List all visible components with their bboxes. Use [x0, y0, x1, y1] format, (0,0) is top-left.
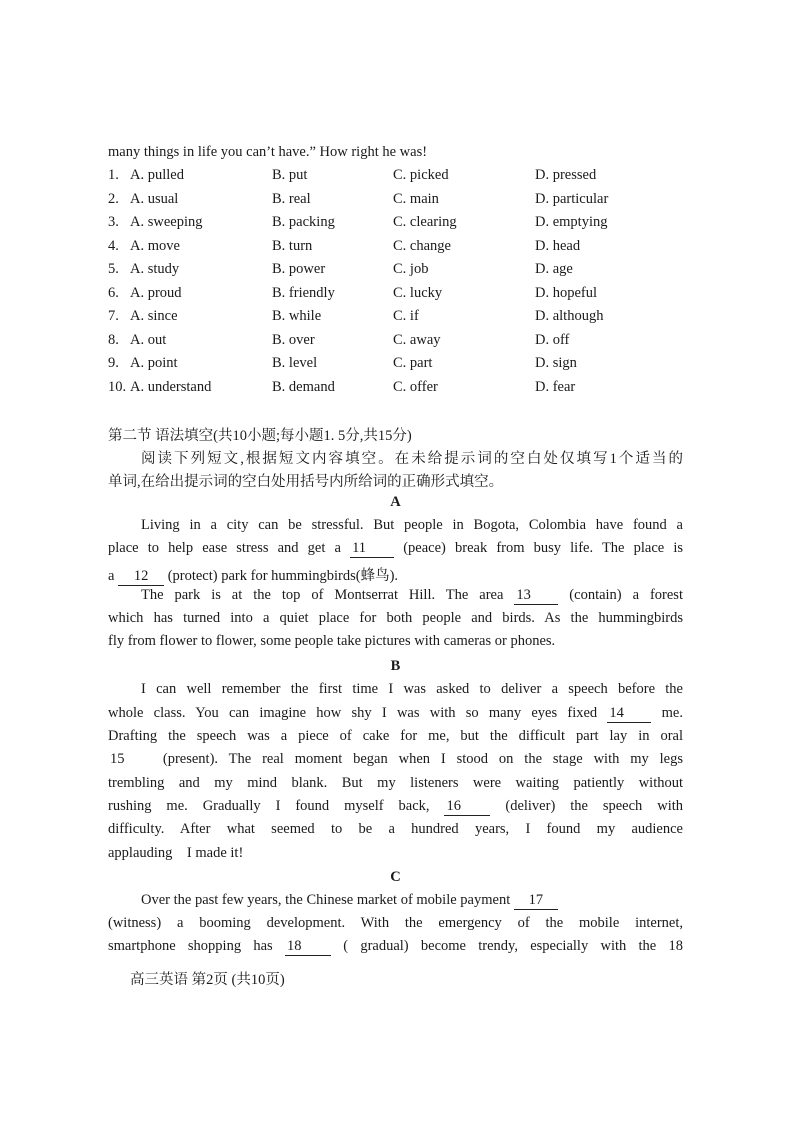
- option-d: D. off: [535, 331, 570, 348]
- passage-b-line: I can well remember the first time I was asked to deliver a speech before the: [141, 681, 683, 697]
- blank-16: 16: [444, 798, 490, 816]
- passage-b-line: applauding I made it!: [108, 845, 244, 861]
- option-b: B. real: [272, 190, 311, 207]
- passage-b-line: Drafting the speech was a piece of cake for me, but the difficult part lay in oral: [108, 728, 683, 744]
- passage-a-line: place to help ease stress and get a 11 (peace) break from busy life. The place is: [108, 540, 683, 556]
- option-row: [108, 332, 683, 352]
- passage-b-label: B: [390, 658, 401, 674]
- page-footer: 高三英语 第2页 (共10页): [130, 972, 285, 988]
- option-d: D. fear: [535, 378, 576, 395]
- option-row: [108, 379, 683, 399]
- section-heading: 第二节 语法填空(共10小题;每小题1. 5分,共15分): [108, 428, 412, 444]
- option-a: A. study: [130, 261, 180, 277]
- option-row: [108, 355, 683, 375]
- option-d: D. pressed: [535, 167, 597, 183]
- option-d: D. emptying: [535, 214, 608, 230]
- option-c: C. away: [393, 331, 441, 348]
- option-c: C. job: [393, 261, 429, 277]
- option-b: B. while: [272, 308, 322, 324]
- option-c: C. picked: [393, 167, 449, 183]
- passage-b-line: 15 (present). The real moment began when I stood on the stage with my legs: [110, 751, 683, 767]
- option-a: A. point: [130, 355, 178, 371]
- option-c: C. offer: [393, 378, 438, 395]
- option-c: C. if: [393, 308, 419, 324]
- option-a: A. since: [130, 308, 178, 324]
- option-c: C. clearing: [393, 214, 457, 230]
- option-d: D. age: [535, 261, 573, 277]
- option-a: A. pulled: [130, 167, 184, 183]
- option-a: A. move: [130, 237, 180, 254]
- option-b: B. demand: [272, 378, 335, 395]
- blank-15: 15: [110, 751, 125, 767]
- option-row: [108, 238, 683, 258]
- blank-18: 18: [285, 938, 331, 956]
- option-a: A. understand: [130, 378, 212, 395]
- passage-b-line: whole class. You can imagine how shy I was with so many eyes fixed 14 me.: [108, 705, 683, 721]
- question-number: 2.: [108, 190, 119, 207]
- passage-b-line: rushing me. Gradually I found myself back, 16 (deliver) the speech with: [108, 798, 684, 814]
- option-d: D. head: [535, 237, 581, 254]
- blank-12: 12: [118, 568, 164, 586]
- blank-13: 13: [514, 587, 558, 605]
- blank-11: 11: [350, 540, 394, 558]
- instruction-line-1: 阅读下列短文,根据短文内容填空。在未给提示词的空白处仅填写1个适当的: [141, 451, 683, 467]
- passage-a-line: which has turned into a quiet place for both people and birds. As the hummingbirds: [108, 610, 683, 626]
- passage-a-line: Living in a city can be stressful. But people in Bogota, Colombia have found a: [141, 517, 683, 533]
- option-c: C. change: [393, 237, 451, 254]
- question-number: 8.: [108, 331, 119, 348]
- option-b: B. over: [272, 331, 315, 348]
- question-number: 10.: [108, 378, 127, 395]
- option-c: C. main: [393, 190, 439, 207]
- question-number: 7.: [108, 308, 119, 324]
- option-row: [108, 285, 683, 305]
- passage-c-line: (witness) a booming development. With the emergency of the mobile internet,: [108, 915, 683, 931]
- passage-a-label: A: [390, 494, 401, 510]
- option-d: D. hopeful: [535, 284, 598, 301]
- passage-a-line: fly from flower to flower, some people take pictures with cameras or phones.: [108, 633, 556, 649]
- passage-c-label: C: [390, 869, 401, 885]
- option-d: D. although: [535, 308, 604, 324]
- option-a: A. sweeping: [130, 214, 203, 230]
- option-b: B. packing: [272, 214, 335, 230]
- passage-a-line: a 12 (protect) park for hummingbirds(蜂鸟).: [108, 568, 399, 584]
- option-b: B. friendly: [272, 284, 335, 301]
- option-c: C. lucky: [393, 284, 443, 301]
- option-b: B. power: [272, 261, 326, 277]
- question-number: 1.: [108, 167, 119, 183]
- option-b: B. put: [272, 167, 308, 183]
- passage-b-line: trembling and my mind blank. But my listeners were waiting patiently without: [108, 775, 683, 791]
- option-b: B. turn: [272, 237, 313, 254]
- option-b: B. level: [272, 355, 318, 371]
- option-c: C. part: [393, 355, 433, 371]
- option-row: [108, 214, 683, 234]
- option-a: A. out: [130, 331, 167, 348]
- question-number: 4.: [108, 237, 119, 254]
- question-number: 5.: [108, 261, 119, 277]
- passage-b-line: difficulty. After what seemed to be a hundred years, I found my audience: [108, 821, 683, 837]
- passage-a-line: The park is at the top of Montserrat Hill. The area 13 (contain) a forest: [141, 587, 683, 603]
- question-number: 6.: [108, 284, 119, 301]
- option-a: A. usual: [130, 190, 179, 207]
- option-row: [108, 191, 683, 211]
- blank-17: 17: [514, 892, 558, 910]
- passage-c-line: smartphone shopping has 18 ( gradual) become trendy, especially with the 18: [108, 938, 683, 954]
- question-number: 9.: [108, 355, 119, 371]
- option-row: [108, 308, 683, 328]
- option-d: D. particular: [535, 190, 609, 207]
- option-row: [108, 261, 683, 281]
- instruction-line-2: 单词,在给出提示词的空白处用括号内所给词的正确形式填空。: [108, 474, 504, 490]
- intro-tail: many things in life you can’t have.” How right he was!: [108, 144, 428, 160]
- blank-14: 14: [607, 705, 651, 723]
- option-a: A. proud: [130, 284, 182, 301]
- option-d: D. sign: [535, 355, 577, 371]
- passage-c-line: Over the past few years, the Chinese market of mobile payment 17: [141, 892, 683, 910]
- option-row: [108, 167, 683, 187]
- question-number: 3.: [108, 214, 119, 230]
